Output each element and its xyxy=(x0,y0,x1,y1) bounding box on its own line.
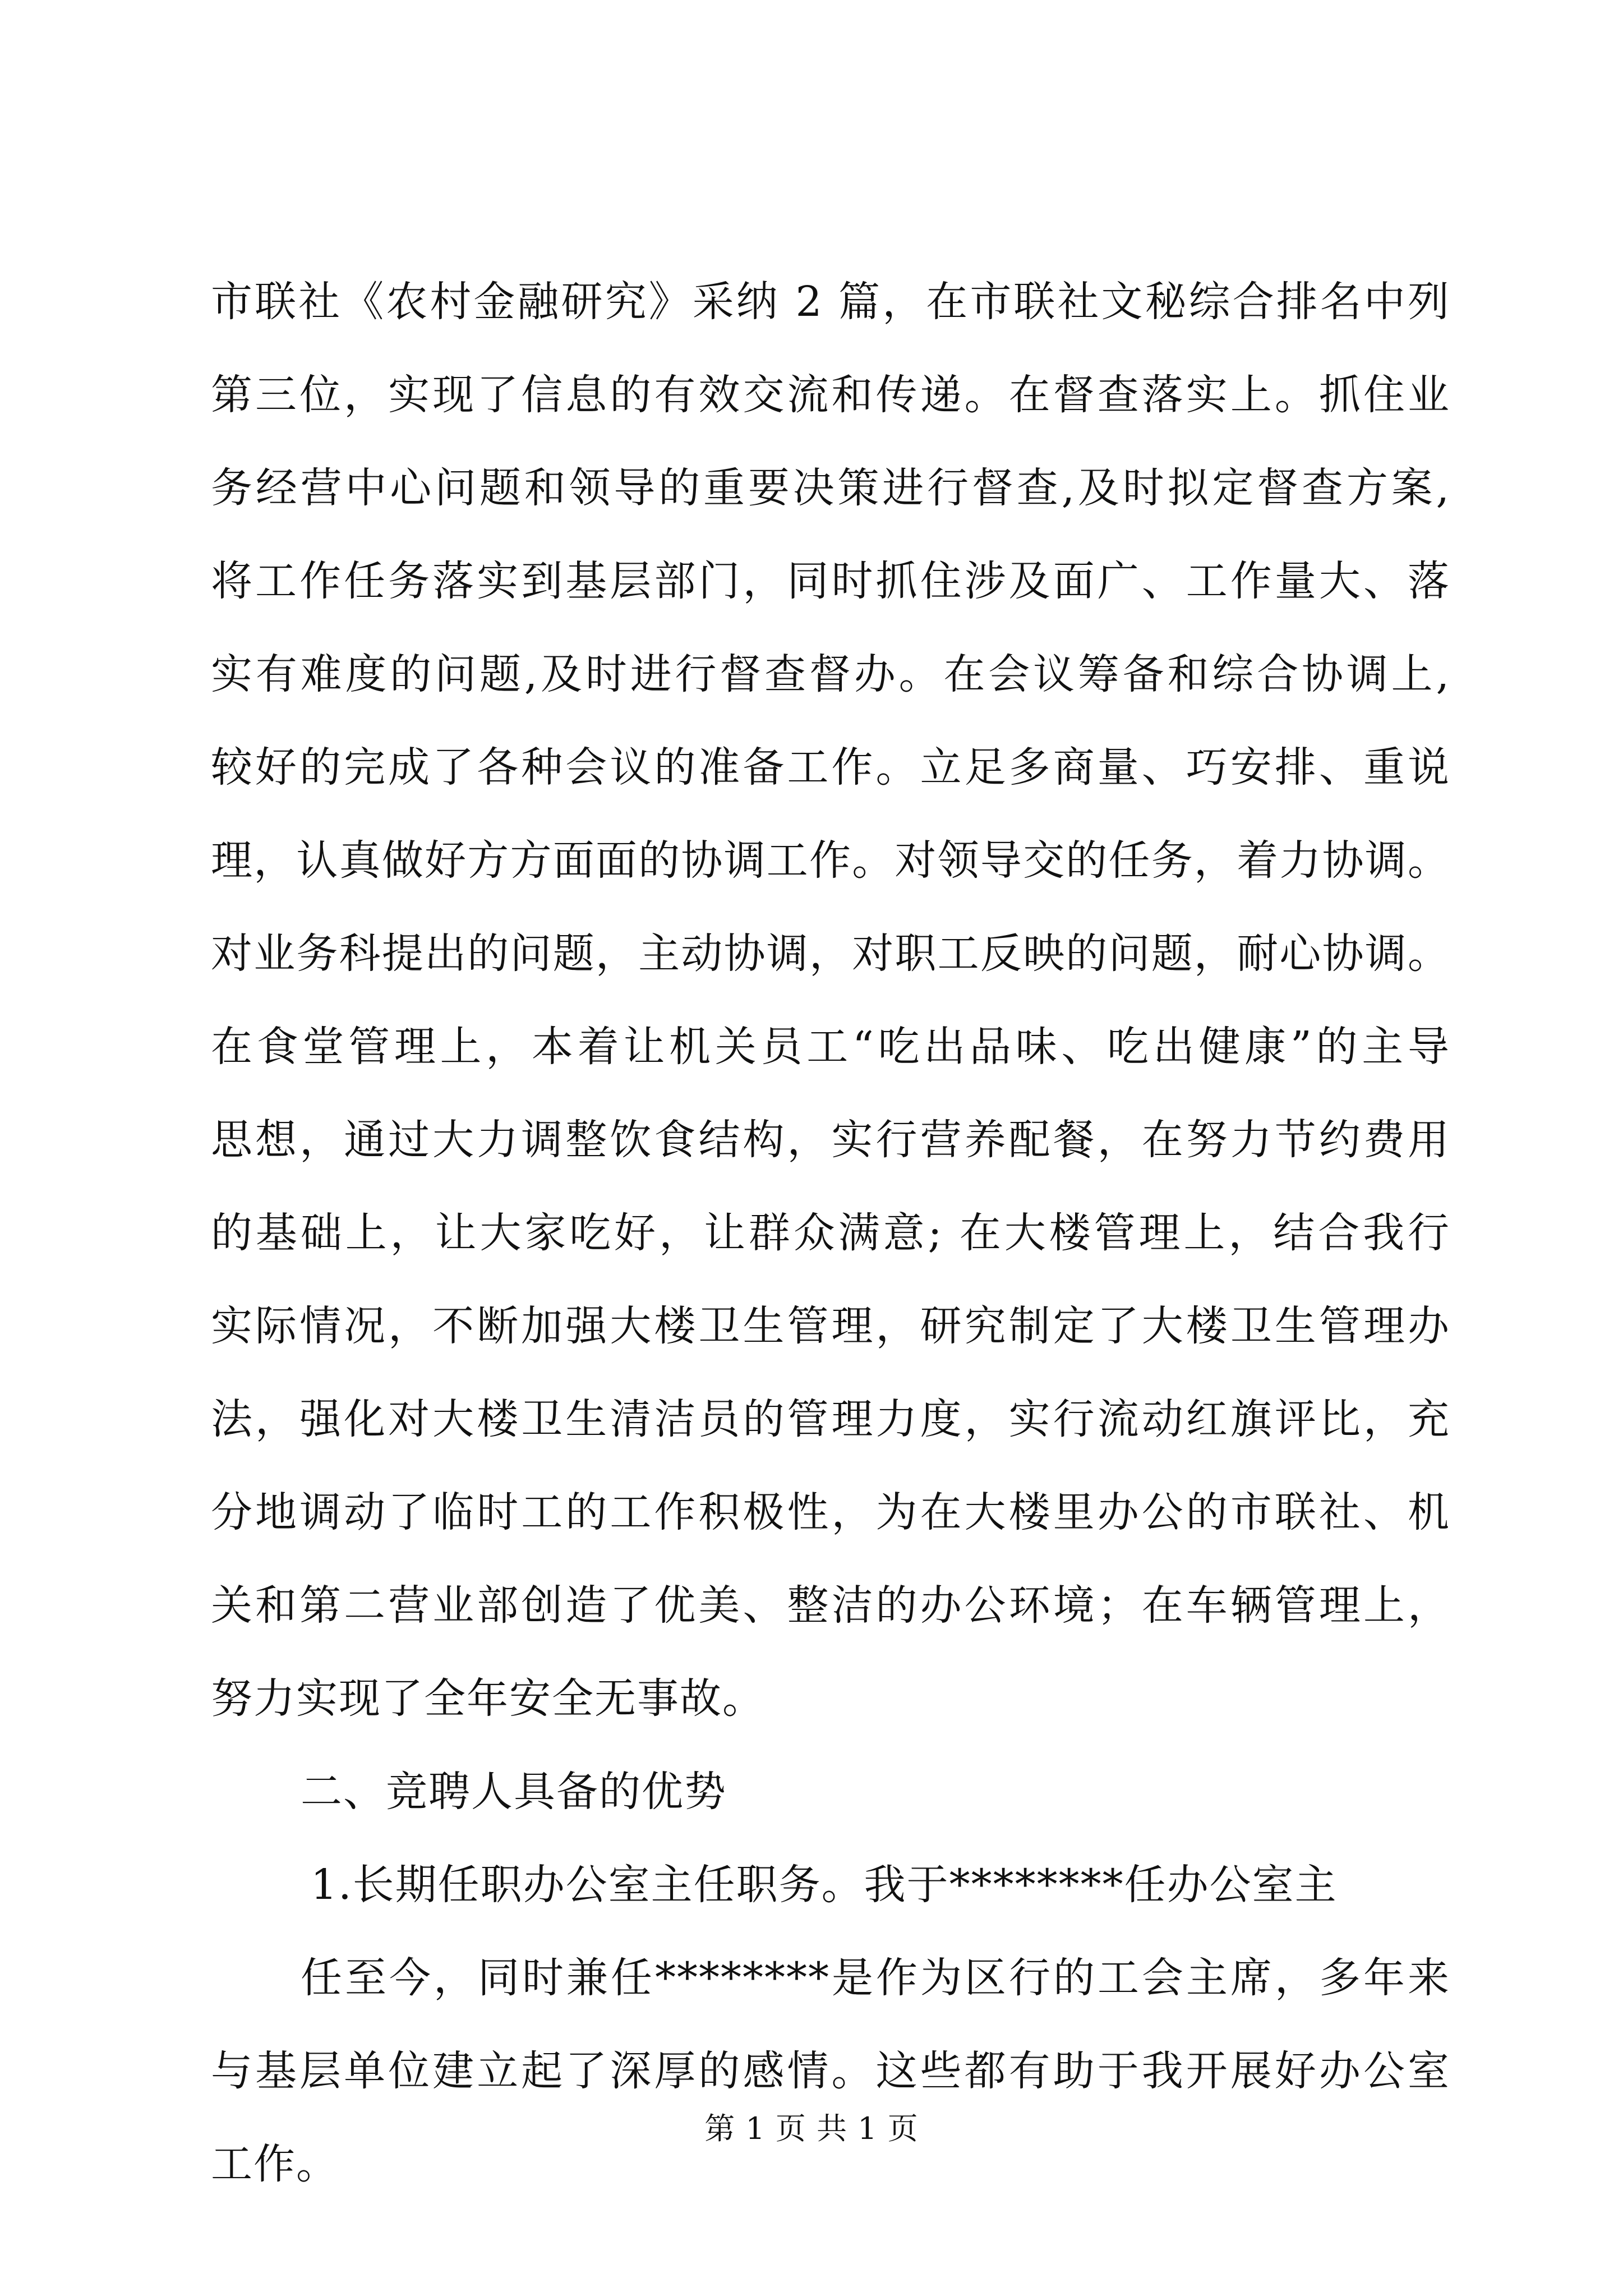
paragraph-line: 实有难度的问题,及时进行督查督办。在会议筹备和综合协调上, xyxy=(211,650,1450,698)
paragraph-line: 较好的完成了各种会议的准备工作。立足多商量、巧安排、重说 xyxy=(211,743,1450,792)
paragraph-line: 对业务科提出的问题，主动协调，对职工反映的问题，耐心协调。 xyxy=(211,930,1450,978)
paragraph-line: 分地调动了临时工的工作积极性，为在大楼里办公的市联社、机 xyxy=(211,1488,1450,1536)
document-body xyxy=(211,255,1450,2211)
paragraph-line: 法，强化对大楼卫生清洁员的管理力度，实行流动红旗评比，充 xyxy=(211,1395,1450,1443)
paragraph-line: 关和第二营业部创造了优美、整洁的办公环境；在车辆管理上， xyxy=(211,1581,1450,1630)
section-heading: 二、竞聘人具备的优势 xyxy=(301,1768,727,1816)
page-footer xyxy=(0,2106,1623,2151)
paragraph-line: 在食堂管理上，本着让机关员工“吃出品味、吃出健康”的主导 xyxy=(211,1023,1450,1071)
paragraph-line: 务经营中心问题和领导的重要决策进行督查,及时拟定督查方案, xyxy=(211,464,1450,512)
paragraph-line: 市联社《农村金融研究》采纳 2 篇，在市联社文秘综合排名中列 xyxy=(211,278,1450,326)
paragraph-line: 思想，通过大力调整饮食结构，实行营养配餐，在努力节约费用 xyxy=(211,1116,1450,1164)
paragraph-line: 与基层单位建立起了深厚的感情。这些都有助于我开展好办公室 xyxy=(211,2047,1450,2095)
paragraph-line: 实际情况，不断加强大楼卫生管理，研究制定了大楼卫生管理办 xyxy=(211,1302,1450,1350)
paragraph-line: 任至今，同时兼任********是作为区行的工会主席，多年来 xyxy=(301,1954,1450,2002)
paragraph-line: 第三位，实现了信息的有效交流和传递。在督查落实上。抓住业 xyxy=(211,371,1450,419)
paragraph-line: 的基础上，让大家吃好，让群众满意; 在大楼管理上，结合我行 xyxy=(211,1209,1450,1257)
paragraph-line: 工作。 xyxy=(211,2140,339,2188)
paragraph-line: 努力实现了全年安全无事故。 xyxy=(211,1674,765,1723)
paragraph-line: 将工作任务落实到基层部门，同时抓住涉及面广、工作量大、落 xyxy=(211,557,1450,605)
list-item-heading: 1.长期任职办公室主任职务。我于********任办公室主 xyxy=(311,1861,1338,1909)
page-number-label: 第 1 页 共 1 页 xyxy=(704,2111,919,2146)
paragraph-line: 理，认真做好方方面面的协调工作。对领导交的任务，着力协调。 xyxy=(211,836,1450,885)
